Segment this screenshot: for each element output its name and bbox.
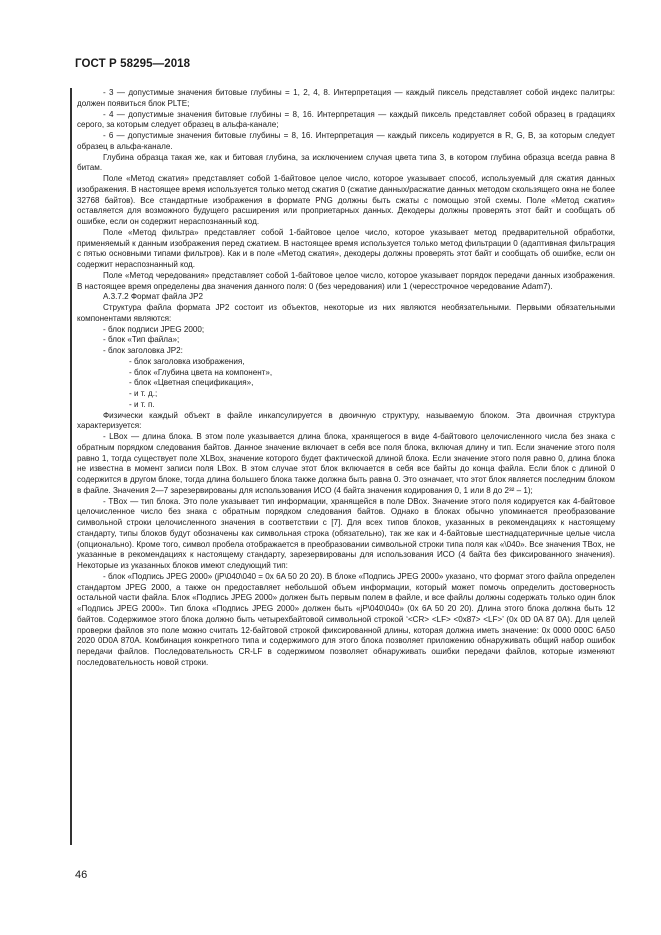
list-item: - блок «Цветная спецификация», [129,378,254,388]
list-item: - блок «Тип файла»; [103,335,180,345]
paragraph: Структура файла формата JP2 состоит из объектов, некоторые из них являются необязательными. Первыми обязательными компонентами являются: [77,303,615,323]
paragraph: Поле «Метод сжатия» представляет собой 1-байтовое целое число, которое указывает способ, используемый для сжатия данных изображения. В настоящее время используется только метод сжатия 0 (сжатие данных/расжатие данных методом скользящего окна не более 32768 байтов). Все стандартные изображения в формате PNG должны быть сжаты с помощью этой схемы. Поле «Метод сжатия» оставляется для возможного будущего расширения или проприетарных данных. Декодеры должны проверять этот байт и сообщать об ошибке, если он содержит нераспознанный код. [77,174,615,226]
list-item: - блок подписи JPEG 2000; [103,324,205,334]
paragraph: - 3 — допустимые значения битовые глубины = 1, 2, 4, 8. Интерпретация — каждый пиксель представляет собой индекс палитры: должен появиться блок PLTE; [77,88,615,108]
change-bar [70,88,72,845]
list-item: - блок заголовка JP2: [103,346,183,355]
paragraph: Физически каждый объект в файле инкапсулируется в двоичную структуру, называемую блоком. Эта двоичная структура характеризуется: [77,410,615,431]
paragraph: - TBox — тип блока. Это поле указывает тип информации, хранящейся в поле DBox. Значение этого поля кодируется как 4-байтовое целочисленное число без знака с обратным порядком следования байтов. Однако в блоках обычно упоминается преобразование символьной строки целочисленного значения в соответствии с [7]. Для всех типов блоков, указанных в рекомендациях к настоящему стандарту, типы блоков будут обозначены как символьная строка (обязательно), так же как и 4-байтовые шестнадцатеричные целые числа (опционально). Кроме того, символ пробела отображается в преобразовании символьной строки типа поля как «\040». Все значения TBox, не указанные в рекомендациях к настоящему стандарту, зарезервированы для использования ИСО (4 байта без фиксированного значения). Некоторые из указанных блоков имеют следующий тип: [77,496,615,570]
page-number: 46 [75,869,88,881]
paragraph: - 6 — допустимые значения битовые глубины = 8, 16. Интерпретация — каждый пиксель кодируется в R, G, B, за которым следует образец в альфа-канале. [77,131,615,151]
paragraph: - LBox — длина блока. В этом поле указывается длина блока, хранящегося в виде 4-байтового целочисленного числа без знака с обратным порядком следования байтов. Данное значение включает в себя все поля блока, включая длину и тип. Если значение этого поля равно 1, тогда существует поле XLBox, значение которого будет фактической длиной блока. Если значение этого поля равно 0, длина блока не известна в момент записи поля LBox. В этом случае этот блок включается в себя все байты до конца файла. Если блок с длиной 0 содержится в другом блоке, тогда длина большего блока также должна быть равна 0. Это означает, что этот блок является последним блоком в файле. Значения 2—7 зарезервированы для использования ИСО (4 байта значения кодирования 0, 1 или 8 до 2³² – 1); [77,432,615,495]
list-item: - блок «Глубина цвета на компонент», [129,367,273,377]
paragraph: Глубина образца такая же, как и битовая глубина, за исключением случая цвета типа 3, в котором глубина образца всегда равна 8 битам. [77,152,615,173]
paragraph: - 4 — допустимые значения битовые глубины = 8, 16. Интерпретация — каждый пиксель представляет собой образец в градациях серого, за которым следует образец в альфа-канале; [77,109,615,130]
paragraph: А.3.7.2 Формат файла JP2 [103,292,203,302]
paragraph: - блок «Подпись JPEG 2000» (jP\040\040 = 0x 6A 50 20 20). В блоке «Подпись JPEG 2000» указано, что формат этого файла определен стандартом JPEG 2000, а также он предоставляет небольшой объем информации, который может помочь определить достоверность остальной части файла. Блок «Подпись JPEG 2000» должен быть первым полем в файле, и все файлы должны содержать только один блок «Подпись JPEG 2000». Тип блока «Подпись JPEG 2000» должен быть «jP\040\040» (0x 6A 50 20 20). Длина этого блока должна быть 12 байтов. Содержимое этого блока должно быть четырехбайтовой символьной строкой ‘<CR> <LF> <0x87> <LF>’ (0x 0D 0A 87 0A). Для целей проверки файлов это поле можно считать 12-байтовой строкой фиксированной длины, которая должна иметь значение: 0x 0000 000C 6A50 2020 0D0A 870A. Комбинация конкретного типа и содержимого для этого блока позволяет приложению обнаруживать общий набор ошибок передачи файлов. Последовательность CR-LF в содержимом позволяет обнаруживать ошибки передачи файлов, которые изменяют последовательность новой строки. [77,571,615,667]
list-item: - и т. п. [129,399,155,409]
list-item: - блок заголовка изображения, [129,356,245,366]
document-header: ГОСТ Р 58295—2018 [75,58,191,70]
paragraph: Поле «Метод чередования» представляет собой 1-байтовое целое число, которое указывает порядок передачи данных изображения. В настоящее время определены два значения данного поля: 0 (без чередования) или 1 (чересстрочное чередование Adam7). [77,270,615,291]
document-body [77,88,615,669]
paragraph: Поле «Метод фильтра» представляет собой 1-байтовое целое число, которое указывает метод предварительной обработки, применяемый к данным изображения перед сжатием. В настоящее время используется только метод фильтрации 0 (адаптивная фильтрация с пятью основными типами фильтров). Как и в поле «Метод сжатия», декодеры должны проверять этот байт и сообщать об ошибке, если он содержит нераспознанный код. [77,227,615,269]
list-item: - и т. д.; [129,389,158,398]
